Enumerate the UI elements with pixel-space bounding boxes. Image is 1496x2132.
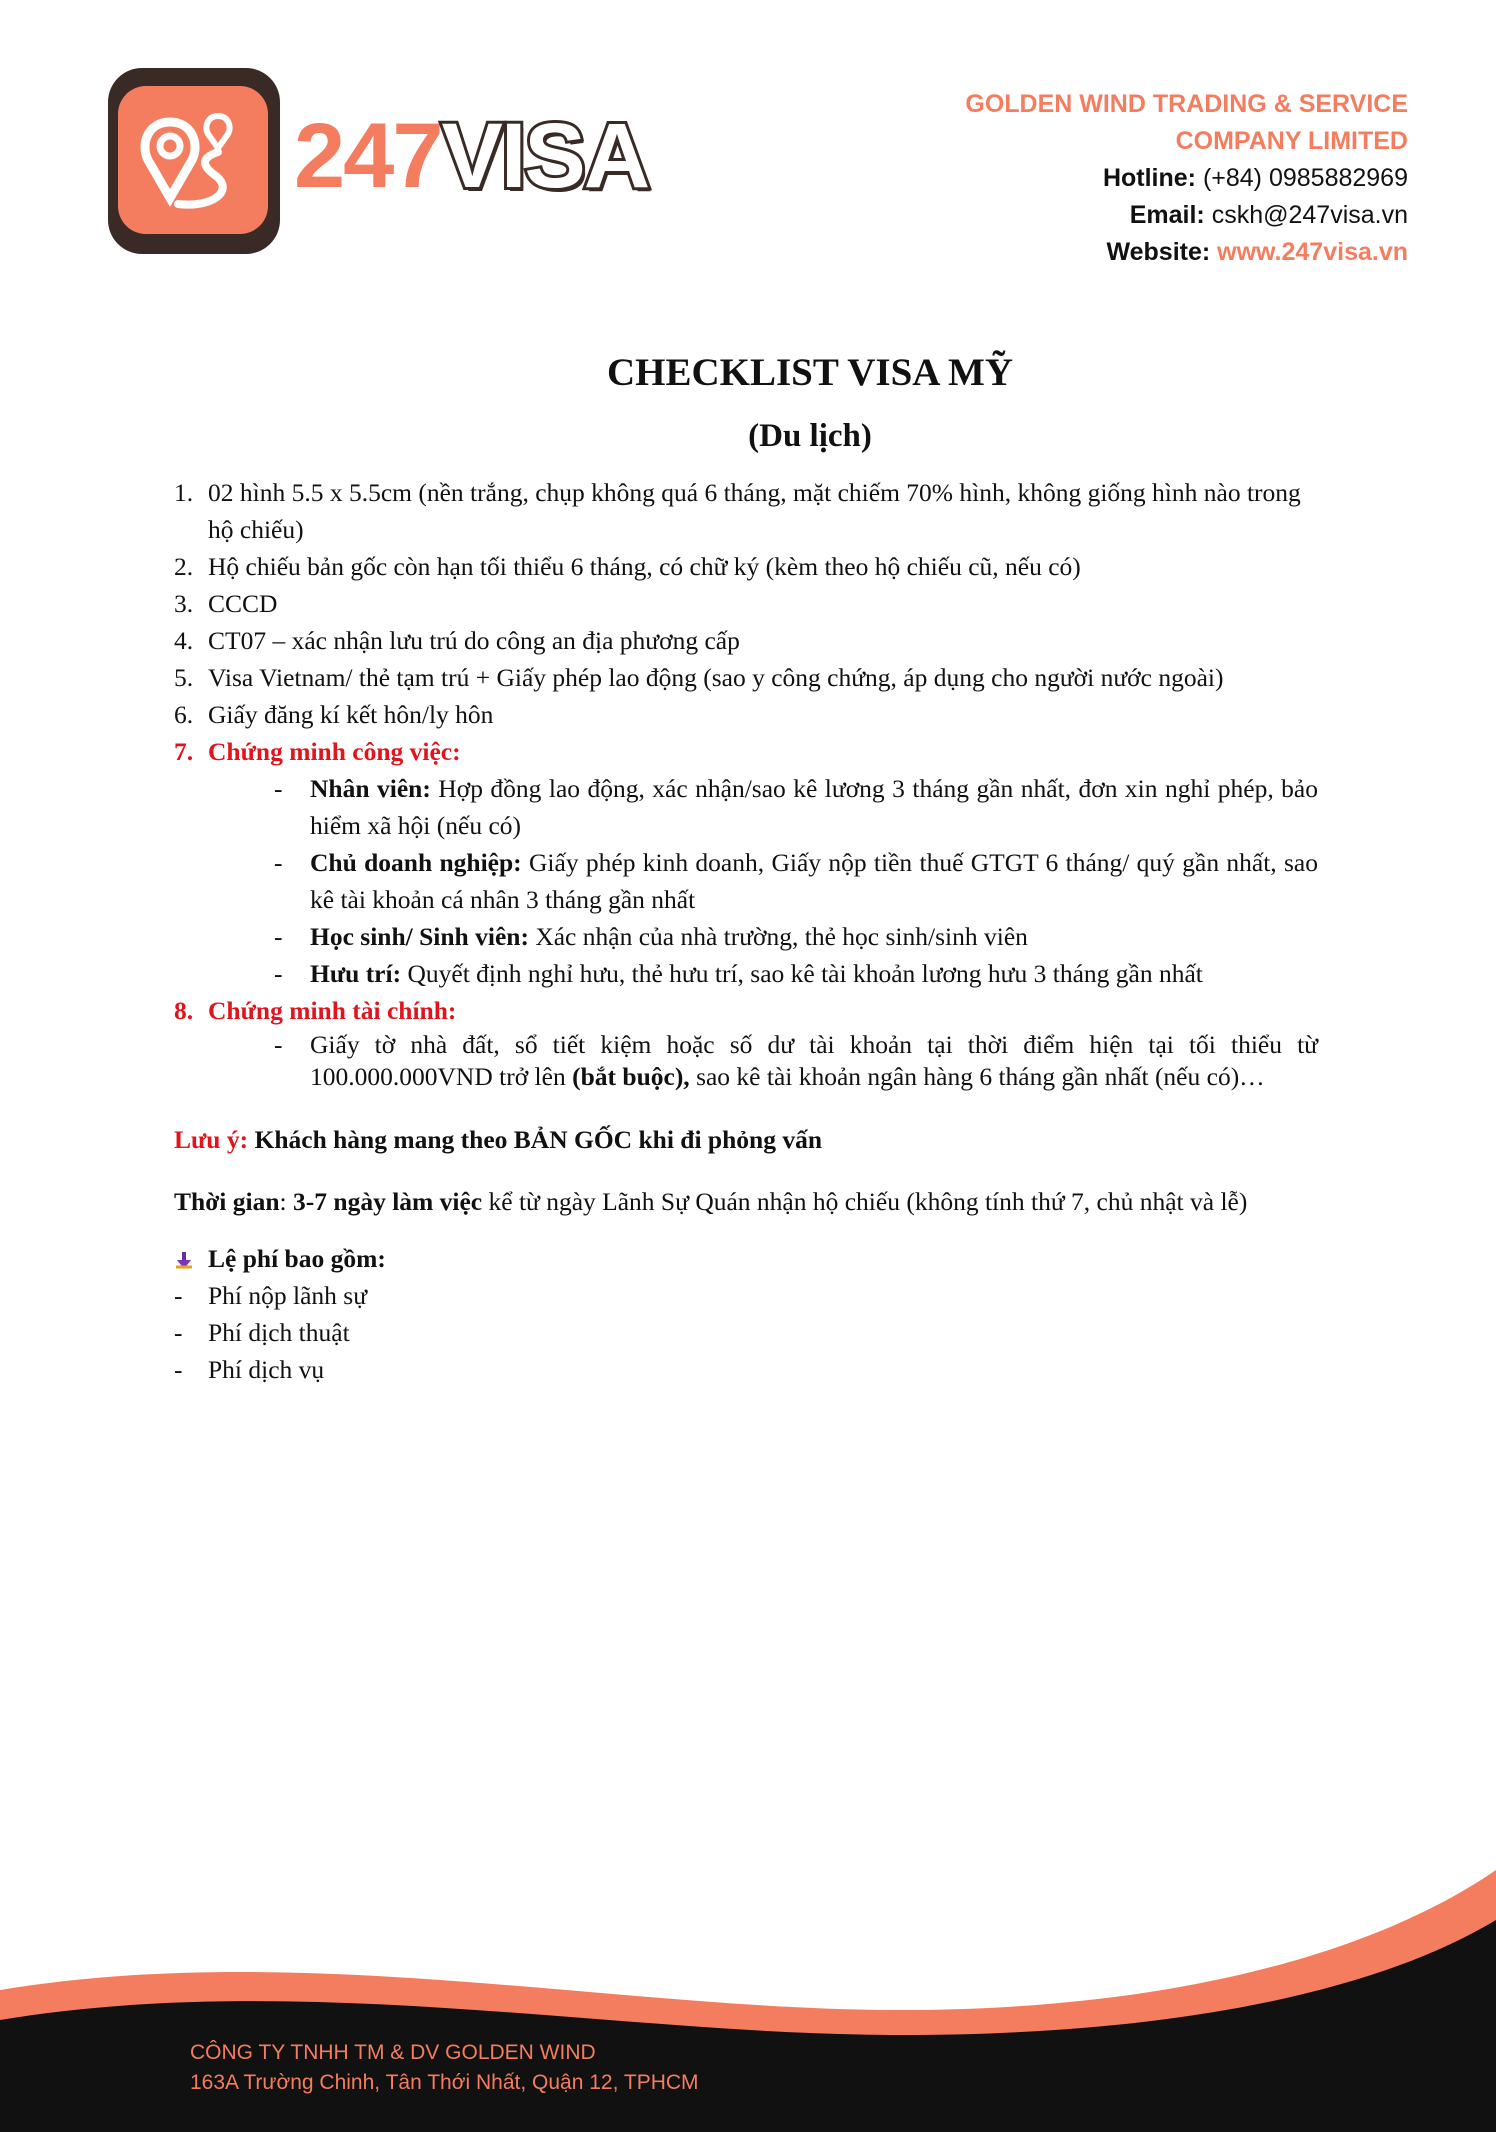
- item-text: Giấy đăng kí kết hôn/ly hôn: [208, 700, 494, 729]
- hotline-label: Hotline:: [1102, 164, 1196, 192]
- item-number: 6.: [174, 700, 194, 729]
- fee-item: [174, 1277, 1318, 1314]
- sub-item-text: Xác nhận của nhà trường, thẻ học sinh/sinh viên: [528, 922, 1028, 951]
- item-number: 3.: [174, 589, 194, 618]
- sub-item-text: Quyết định nghỉ hưu, thẻ hưu trí, sao kê tài khoản lương hưu 3 tháng gần nhất: [401, 959, 1203, 988]
- note-label: Lưu ý:: [174, 1125, 249, 1154]
- sub-item-label: Hưu trí:: [310, 959, 402, 988]
- checklist: [174, 474, 1318, 1388]
- list-item: [174, 548, 1318, 585]
- email: [965, 197, 1408, 234]
- list-item: [174, 659, 1318, 696]
- item-text: 02 hình 5.5 x 5.5cm (nền trắng, chụp không quá 6 tháng, mặt chiếm 70% hình, không giống hình nào trong hộ chiếu): [208, 478, 1301, 544]
- company-name-line2: COMPANY LIMITED: [1175, 127, 1408, 155]
- logo-number: 247: [294, 105, 442, 207]
- hotline: [965, 160, 1408, 197]
- note: [174, 1121, 1318, 1158]
- sub-item-bold: (bắt buộc),: [572, 1062, 690, 1091]
- list-item: [174, 622, 1318, 659]
- sub-item-label: Nhân viên:: [310, 774, 431, 803]
- fee-item-text: Phí nộp lãnh sự: [208, 1281, 368, 1310]
- item-number: 1.: [174, 478, 194, 507]
- dash-bullet: -: [174, 1355, 183, 1384]
- sub-item-text: Hợp đồng lao động, xác nhận/sao kê lương 3 tháng gần nhất, đơn xin nghỉ phép, bảo hiểm xã hội (nếu có): [310, 774, 1318, 840]
- company-info: [965, 86, 1408, 271]
- section-heading: Chứng minh tài chính:: [208, 996, 457, 1025]
- dash-bullet: -: [274, 774, 283, 803]
- section-number: 7.: [174, 737, 194, 766]
- time-colon: :: [279, 1187, 294, 1216]
- processing-time: [174, 1186, 1318, 1218]
- dash-bullet: -: [274, 922, 283, 951]
- sub-item: [174, 770, 1318, 844]
- page-title: CHECKLIST VISA MỸ: [606, 351, 1013, 394]
- item-number: 5.: [174, 663, 194, 692]
- page-subtitle: (Du lịch): [748, 418, 872, 454]
- section-heading-job: [174, 733, 1318, 770]
- sub-item: [174, 918, 1318, 955]
- company-name-line1: GOLDEN WIND TRADING & SERVICE: [965, 90, 1408, 118]
- website: [965, 234, 1408, 271]
- email-label: Email:: [1129, 201, 1205, 229]
- time-label: Thời gian: [174, 1187, 280, 1216]
- sub-item: [174, 844, 1318, 918]
- fee-item: [174, 1314, 1318, 1351]
- fees-heading: [174, 1240, 1318, 1277]
- list-item: [174, 474, 1318, 548]
- dash-bullet: -: [274, 959, 283, 988]
- sub-item-text: Giấy phép kinh doanh, Giấy nộp tiền thuế GTGT 6 tháng/ quý gần nhất, sao kê tài khoản cá nhân 3 tháng gần nhất: [310, 848, 1318, 914]
- list-item: [174, 585, 1318, 622]
- sub-item: [174, 955, 1318, 992]
- dash-bullet: -: [174, 1318, 183, 1347]
- company-logo: [108, 68, 688, 258]
- item-number: 2.: [174, 552, 194, 581]
- dash-bullet: -: [274, 1030, 283, 1059]
- website-link[interactable]: www.247visa.vn: [1210, 238, 1408, 266]
- arrow-bullet-icon: [174, 1240, 194, 1277]
- logo-word: VISA: [441, 105, 649, 207]
- fees-heading-text: Lệ phí bao gồm:: [208, 1244, 386, 1273]
- sub-item-text: sao kê tài khoản ngân hàng 6 tháng gần nhất (nếu có)…: [689, 1062, 1265, 1091]
- fee-item-text: Phí dịch vụ: [208, 1355, 325, 1384]
- footer-address: [190, 2038, 699, 2098]
- logo-badge: [108, 68, 280, 254]
- dash-bullet: -: [174, 1281, 183, 1310]
- logo-wordmark: [294, 105, 649, 207]
- sub-item: [174, 1029, 1318, 1093]
- item-text: Visa Vietnam/ thẻ tạm trú + Giấy phép lao động (sao y công chứng, áp dụng cho người nước ngoài): [208, 663, 1224, 692]
- fee-item-text: Phí dịch thuật: [208, 1318, 350, 1347]
- footer-company: CÔNG TY TNHH TM & DV GOLDEN WIND: [190, 2041, 596, 2064]
- sub-item-label: Học sinh/ Sinh viên:: [310, 922, 529, 951]
- website-label: Website:: [1106, 238, 1211, 266]
- item-number: 4.: [174, 626, 194, 655]
- footer-street: 163A Trường Chinh, Tân Thới Nhất, Quận 12, TPHCM: [190, 2071, 699, 2094]
- section-heading: Chứng minh công việc:: [208, 737, 461, 766]
- section-number: 8.: [174, 996, 194, 1025]
- time-text: kể từ ngày Lãnh Sự Quán nhận hộ chiếu (không tính thứ 7, chủ nhật và lễ): [482, 1187, 1248, 1216]
- dash-bullet: -: [274, 848, 283, 877]
- logo-badge-inner: [118, 86, 268, 234]
- email-value: cskh@247visa.vn: [1204, 201, 1408, 229]
- sub-item-text: Giấy tờ nhà đất, sổ tiết kiệm hoặc số dư tài khoản tại thời điểm hiện tại tối thiểu từ 100.000.000VND trở lên: [310, 1030, 1318, 1091]
- time-duration: 3-7 ngày làm việc: [293, 1187, 483, 1216]
- note-text: Khách hàng mang theo BẢN GỐC khi đi phỏng vấn: [248, 1125, 823, 1154]
- section-heading-finance: [174, 992, 1318, 1029]
- item-text: CT07 – xác nhận lưu trú do công an địa phương cấp: [208, 626, 740, 655]
- fee-item: [174, 1351, 1318, 1388]
- list-item: [174, 696, 1318, 733]
- hotline-value: (+84) 0985882969: [1196, 164, 1408, 192]
- item-text: Hộ chiếu bản gốc còn hạn tối thiểu 6 tháng, có chữ ký (kèm theo hộ chiếu cũ, nếu có): [208, 552, 1081, 581]
- location-pin-icon: [118, 86, 268, 234]
- sub-item-label: Chủ doanh nghiệp:: [310, 848, 522, 877]
- item-text: CCCD: [208, 589, 278, 618]
